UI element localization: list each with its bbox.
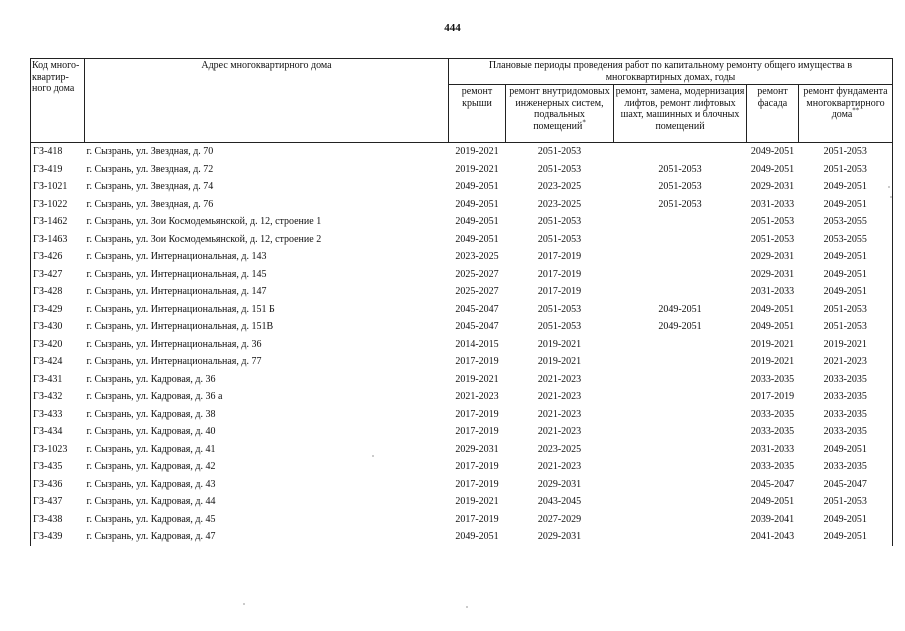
cell-roof: 2025-2027 [455,286,499,297]
cell-foundation: 2049-2051 [799,283,893,301]
cell-code: ГЗ-439 [31,528,85,546]
scan-speck [466,606,468,608]
cell-address: г. Сызрань, ул. Интернациональная, д. 77 [86,356,262,367]
cell-address: г. Сызрань, ул. Кадровая, д. 36 а [86,391,223,402]
cell-lifts: 2049-2051 [658,321,702,332]
table-row [31,371,893,389]
header-foundation-text: ремонт фундамента многоквартирного дома [803,86,888,120]
cell-lifts [614,388,747,406]
cell-lifts [614,266,747,284]
cell-engineering: 2051-2053 [537,216,582,227]
cell-engineering: 2051-2053 [537,146,582,157]
cell-engineering: 2023-2025 [537,181,582,192]
cell-roof: 2049-2051 [455,198,499,210]
table-row [31,213,893,231]
cell-foundation: 2051-2053 [799,318,893,336]
cell-code: ГЗ-431 [31,371,85,389]
cell-address: г. Сызрань, ул. Зои Космодемьянской, д. 12, строение 2 [86,233,322,245]
cell-engineering: 2019-2021 [537,356,582,367]
cell-address: г. Сызрань, ул. Интернациональная, д. 151 Б [86,303,275,315]
cell-code: ГЗ-420 [31,336,85,354]
cell-address: г. Сызрань, ул. Зои Космодемьянской, д. 12, строение 1 [86,216,322,227]
cell-facade: 2051-2053 [750,233,795,245]
header-engineering-text: ремонт внутридомовых инженерных систем, подвальных помещений [509,86,610,132]
cell-foundation: 2045-2047 [799,476,893,494]
cell-code: ГЗ-428 [31,283,85,301]
cell-facade: 2039-2041 [750,513,795,525]
cell-address: г. Сызрань, ул. Кадровая, д. 42 [86,461,216,472]
cell-address: г. Сызрань, ул. Звездная, д. 74 [86,181,214,192]
header-facade: ремонт фасада [747,85,799,143]
table-row [31,283,893,301]
cell-roof: 2019-2021 [455,146,499,157]
cell-facade: 2033-2035 [750,373,795,385]
cell-foundation: 2053-2055 [799,231,893,249]
table-row [31,476,893,494]
cell-address: г. Сызрань, ул. Звездная, д. 72 [86,163,214,175]
cell-facade: 2045-2047 [750,478,795,490]
cell-roof: 2023-2025 [455,251,499,262]
cell-foundation: 2049-2051 [799,178,893,196]
cell-lifts [614,353,747,371]
cell-facade: 2049-2051 [750,146,795,157]
cell-engineering: 2043-2045 [537,496,582,507]
table-row [31,196,893,214]
cell-address: г. Сызрань, ул. Кадровая, д. 47 [86,531,216,542]
cell-foundation: 2049-2051 [799,511,893,529]
cell-foundation: 2033-2035 [799,388,893,406]
table-row [31,266,893,284]
cell-address: г. Сызрань, ул. Интернациональная, д. 145 [86,268,267,280]
cell-code: ГЗ-429 [31,301,85,319]
cell-facade: 2051-2053 [750,216,795,227]
cell-code: ГЗ-430 [31,318,85,336]
table-row [31,301,893,319]
cell-address: г. Сызрань, ул. Интернациональная, д. 143 [86,251,267,262]
cell-engineering: 2027-2029 [537,513,582,525]
cell-foundation: 2019-2021 [799,336,893,354]
cell-facade: 2049-2051 [750,496,795,507]
cell-facade: 2031-2033 [750,198,795,210]
table-row [31,318,893,336]
cell-code: ГЗ-435 [31,458,85,476]
cell-facade: 2029-2031 [750,181,795,192]
header-code: Код много-квартир-ного дома [31,59,85,143]
cell-foundation: 2051-2053 [799,161,893,179]
cell-lifts [614,476,747,494]
scan-speck [888,186,890,188]
cell-address: г. Сызрань, ул. Кадровая, д. 36 [86,373,216,385]
cell-foundation: 2049-2051 [799,196,893,214]
cell-address: г. Сызрань, ул. Кадровая, д. 45 [86,513,216,525]
cell-engineering: 2017-2019 [537,268,582,280]
cell-address: г. Сызрань, ул. Интернациональная, д. 36 [86,338,262,350]
scan-speck [243,603,245,605]
cell-foundation: 2033-2035 [799,458,893,476]
cell-facade: 2029-2031 [750,251,795,262]
table-body [31,143,893,546]
cell-address: г. Сызрань, ул. Интернациональная, д. 147 [86,286,267,297]
cell-address: г. Сызрань, ул. Звездная, д. 70 [86,146,214,157]
cell-code: ГЗ-436 [31,476,85,494]
cell-code: ГЗ-432 [31,388,85,406]
cell-roof: 2029-2031 [455,443,499,455]
header-foundation-footnote-mark: ** [852,106,860,115]
cell-code: ГЗ-1023 [31,441,85,459]
cell-facade: 2019-2021 [750,356,795,367]
cell-lifts [614,336,747,354]
cell-address: г. Сызрань, ул. Кадровая, д. 40 [86,426,216,437]
table-row [31,388,893,406]
cell-facade: 2019-2021 [750,338,795,350]
table-row [31,143,893,161]
cell-engineering: 2017-2019 [537,286,582,297]
cell-engineering: 2021-2023 [537,461,582,472]
cell-code: ГЗ-419 [31,161,85,179]
cell-code: ГЗ-433 [31,406,85,424]
cell-engineering: 2023-2025 [537,443,582,455]
cell-roof: 2021-2023 [455,391,499,402]
cell-lifts: 2051-2053 [658,198,702,210]
cell-address: г. Сызрань, ул. Кадровая, д. 41 [86,443,216,455]
cell-engineering: 2021-2023 [537,373,582,385]
cell-address: г. Сызрань, ул. Кадровая, д. 44 [86,496,216,507]
table-row [31,406,893,424]
cell-facade: 2049-2051 [750,321,795,332]
cell-roof: 2017-2019 [455,478,499,490]
cell-roof: 2049-2051 [455,181,499,192]
cell-lifts [614,231,747,249]
cell-engineering: 2051-2053 [537,303,582,315]
cell-foundation: 2049-2051 [799,248,893,266]
cell-roof: 2049-2051 [455,531,499,542]
cell-foundation: 2049-2051 [799,266,893,284]
cell-roof: 2017-2019 [455,408,499,420]
table-row [31,178,893,196]
cell-lifts [614,283,747,301]
cell-foundation: 2033-2035 [799,371,893,389]
cell-address: г. Сызрань, ул. Кадровая, д. 38 [86,408,216,420]
cell-facade: 2033-2035 [750,426,795,437]
cell-engineering: 2021-2023 [537,391,582,402]
cell-facade: 2031-2033 [750,443,795,455]
cell-roof: 2019-2021 [455,496,499,507]
cell-engineering: 2029-2031 [537,531,582,542]
cell-foundation: 2049-2051 [799,528,893,546]
cell-code: ГЗ-1463 [31,231,85,249]
cell-code: ГЗ-437 [31,493,85,511]
cell-roof: 2049-2051 [455,233,499,245]
repair-schedule-table [30,58,893,546]
table-row [31,353,893,371]
cell-engineering: 2029-2031 [537,478,582,490]
header-lifts: ремонт, замена, модернизация лифтов, ремонт лифтовых шахт, машинных и блочных помещений [614,85,747,143]
cell-roof: 2017-2019 [455,356,499,367]
cell-address: г. Сызрань, ул. Интернациональная, д. 151В [86,321,274,332]
table-row [31,231,893,249]
cell-roof: 2019-2021 [455,163,499,175]
cell-foundation: 2033-2035 [799,423,893,441]
table-row [31,458,893,476]
cell-code: ГЗ-434 [31,423,85,441]
cell-facade: 2033-2035 [750,461,795,472]
cell-foundation: 2049-2051 [799,441,893,459]
cell-code: ГЗ-418 [31,143,85,161]
cell-code: ГЗ-1021 [31,178,85,196]
cell-roof: 2014-2015 [455,338,499,350]
cell-facade: 2033-2035 [750,408,795,420]
cell-foundation: 2051-2053 [799,143,893,161]
cell-foundation: 2053-2055 [799,213,893,231]
cell-roof: 2045-2047 [455,321,499,332]
header-engineering [506,85,614,143]
cell-engineering: 2021-2023 [537,408,582,420]
cell-lifts [614,441,747,459]
cell-roof: 2019-2021 [455,373,499,385]
cell-lifts: 2049-2051 [658,303,702,315]
cell-code: ГЗ-424 [31,353,85,371]
cell-roof: 2017-2019 [455,513,499,525]
cell-engineering: 2021-2023 [537,426,582,437]
cell-code: ГЗ-438 [31,511,85,529]
cell-lifts [614,248,747,266]
cell-roof: 2025-2027 [455,268,499,280]
cell-lifts [614,511,747,529]
cell-code: ГЗ-427 [31,266,85,284]
cell-roof: 2017-2019 [455,461,499,472]
cell-address: г. Сызрань, ул. Кадровая, д. 43 [86,478,216,490]
table-header [31,59,893,143]
cell-address: г. Сызрань, ул. Звездная, д. 76 [86,198,214,210]
table-row [31,161,893,179]
header-foundation [799,85,893,143]
header-roof: ремонт крыши [449,85,506,143]
cell-lifts [614,213,747,231]
cell-lifts [614,371,747,389]
cell-lifts [614,406,747,424]
cell-lifts [614,458,747,476]
cell-foundation: 2051-2053 [799,493,893,511]
cell-foundation: 2051-2053 [799,301,893,319]
table-row [31,423,893,441]
table-row [31,441,893,459]
page-number: 444 [444,22,461,34]
cell-lifts [614,143,747,161]
cell-lifts [614,493,747,511]
cell-roof: 2017-2019 [455,426,499,437]
cell-engineering: 2017-2019 [537,251,582,262]
cell-engineering: 2019-2021 [537,338,582,350]
cell-lifts: 2051-2053 [658,181,702,192]
table-row [31,248,893,266]
cell-foundation: 2021-2023 [799,353,893,371]
header-engineering-footnote-mark: * [582,118,586,127]
cell-code: ГЗ-426 [31,248,85,266]
cell-facade: 2049-2051 [750,303,795,315]
cell-code: ГЗ-1462 [31,213,85,231]
cell-facade: 2049-2051 [750,163,795,175]
scan-speck [890,196,892,198]
header-address: Адрес многоквартирного дома [85,59,449,143]
cell-engineering: 2051-2053 [537,163,582,175]
cell-facade: 2017-2019 [750,391,795,402]
table-row [31,493,893,511]
cell-code: ГЗ-1022 [31,196,85,214]
cell-facade: 2041-2043 [750,531,795,542]
cell-engineering: 2051-2053 [537,233,582,245]
scan-speck [372,455,374,457]
cell-facade: 2031-2033 [750,286,795,297]
cell-lifts [614,423,747,441]
cell-foundation: 2033-2035 [799,406,893,424]
header-periods-group: Плановые периоды проведения работ по капитальному ремонту общего имущества в многоквартирных домах, годы [449,59,893,85]
cell-facade: 2029-2031 [750,268,795,280]
cell-roof: 2049-2051 [455,216,499,227]
cell-engineering: 2051-2053 [537,321,582,332]
table-row [31,336,893,354]
cell-roof: 2045-2047 [455,303,499,315]
table-row [31,511,893,529]
cell-lifts [614,528,747,546]
cell-engineering: 2023-2025 [537,198,582,210]
table-row [31,528,893,546]
cell-lifts: 2051-2053 [658,163,702,175]
